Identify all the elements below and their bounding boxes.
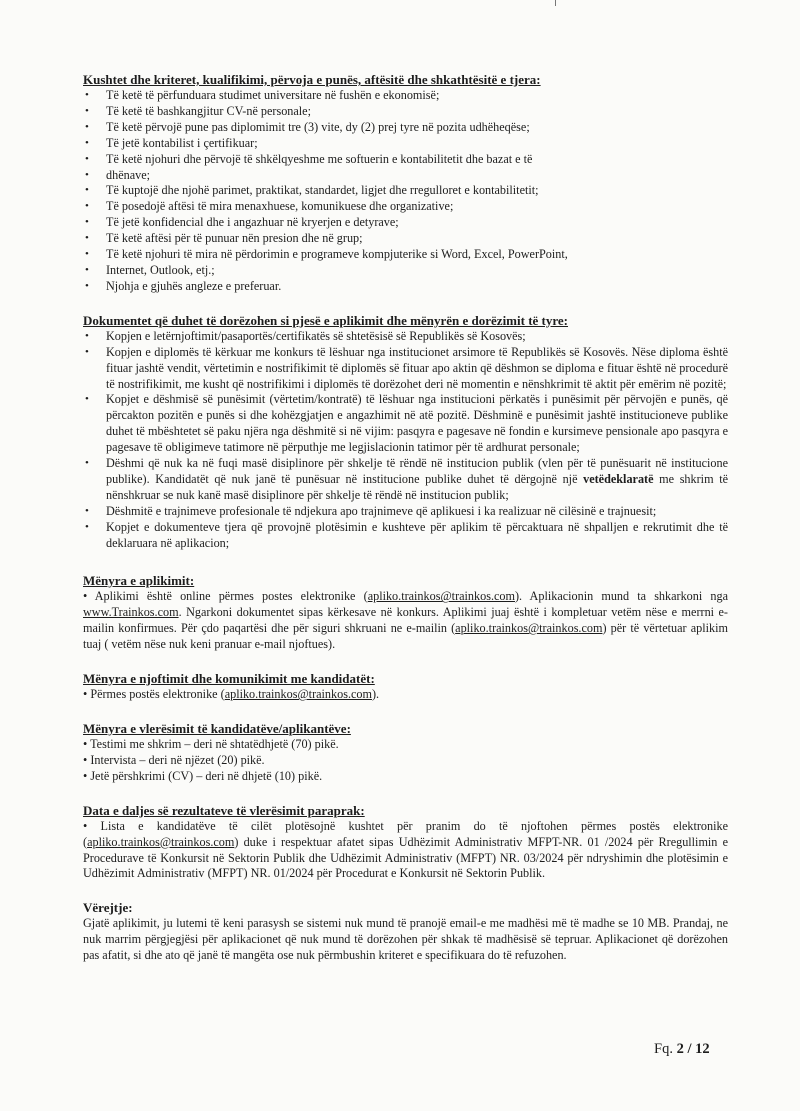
documents-heading: Dokumentet që duhet të dorëzohen si pjesë e aplikimit dhe mënyrën e dorëzimit të tyre: [83,312,569,328]
document-page [83,72,728,964]
text-fragment: ) duke i respektuar afatet sipas Udhëzimit Administrativ MFPT-NR. 01 /2024 për Rregullimin e Procedurave të Konkursit në Sektorin Publik dhe Udhëzimit Administrativ (MFPT) NR. 03/2024 për ndryshimin dhe plotësimin e Udhëzimit Administrativ (MFPT) NR. 01/2024 për Procedurat e Konkursit në Sektorin Publik. [83,834,728,881]
page-prefix: Fq. [654,1041,677,1057]
list-item: • Internet, Outlook, etj.; [83,263,728,279]
application-heading: Mënyra e aplikimit: [83,573,195,589]
email-link[interactable]: apliko.trainkos@trainkos.com [455,621,603,636]
scan-mark [555,0,556,6]
email-link[interactable]: apliko.trainkos@trainkos.com [367,589,515,604]
documents-list [83,329,728,552]
evaluation-line: • Jetë përshkrimi (CV) – deri në dhjetë (10) pikë. [83,768,323,783]
page-current: 2 [676,1041,684,1057]
requirements-heading: Kushtet dhe kriteret, kualifikimi, përvoja e punës, aftësitë dhe shkathtësitë e tjera: [83,72,541,87]
self-declaration-term: vetëdeklaratë [583,471,654,486]
requirements-list [83,88,728,295]
text-fragment: . Ngarkoni dokumentet sipas kërkesave në konkurs. Aplikimi juaj është i kompletuar vetëm nëse e merrni e-mailin konfirmues. Për çdo paqartësi dhe për siguri shkruani ne e-mailin ( [83,605,728,636]
item-text: Dëshmi që nuk ka në fuqi masë disiplinore për shkelje të rëndë në institucion publik (vlen për të punësuarit në institucione publike). Kandidatët që nuk janë të punësuar në institucione publike duhet të dërgojnë një [106,456,728,486]
list-item: • Dëshmitë e trajnimeve profesionale të ndjekura apo trajnimeve që aplikuesi i ka realizuar në cilësinë e trajnuesit; [83,504,728,520]
list-item: • Kopjet e dokumenteve tjera që provojnë plotësimin e kushteve për aplikim të përcaktuara në shpalljen e rekrutimit dhe të deklaruara në aplikacion; [83,520,728,552]
list-item: • Kopjet e dëshmisë së punësimit (vërtetim/kontratë) të lëshuar nga institucioni përkatës i punësimit për përvojën e punës, që përcakton pozitën e punës si dhe kohëzgjatjen e angazhimit në atë pozitë. Dëshminë e punësimit jashtë institucioneve publike duhet të mbështetet së paku njëra nga dëshmitë si në vijim: pasqyra e pagesave në fondin e kursimeve pensionale apo pasqyra e pagesave të obligimeve tatimore në përputhje me legjislacionin tatimor për të ardhurat personale; [83,392,728,456]
list-item: • Të ketë të bashkangjitur CV-në personale; [83,104,728,120]
evaluation-line: • Testimi me shkrim – deri në shtatëdhjetë (70) pikë. [83,737,339,751]
evaluation-heading: Mënyra e vlerësimit të kandidatëve/aplikantëve: [83,721,351,736]
list-item: • Kopjen e diplomës të kërkuar me konkurs të lëshuar nga institucionet arsimore të Republikës së Kosovës. Nëse diploma është fituar jashtë vendit, vërtetimin e nostrifikimit të diplomës së fituar apo aktin që dëshmon se diploma e fituar është në procedurë të nostrifikimit, me kusht që nostrifikimi i diplomës të dorëzohet deri në momentin e nënshkrimit të aktit për emërim në pozitë; [83,345,728,393]
note-heading: Vërejtje: [83,900,133,916]
application-text [83,589,728,653]
list-item: • Të ketë të përfunduara studimet universitare në fushën e ekonomisë; [83,88,728,104]
list-item: • Të kuptojë dhe njohë parimet, praktikat, standardet, ligjet dhe rregulloret e kontabilitetit; [83,183,728,199]
email-link[interactable]: apliko.trainkos@trainkos.com [87,834,235,849]
list-item: • dhënave; [83,168,728,184]
text-fragment: • Lista e kandidatëve të cilët plotësojnë kushtet për pranim do të njoftohen përmes postës elektronike ( [83,818,728,849]
list-item: • Të posedojë aftësi të mira menaxhuese, komunikuese dhe organizative; [83,199,728,215]
text-fragment: ) për të vërtetuar aplikim tuaj ( vetëm nëse nuk keni pranuar e-mail njoftues). [83,621,728,652]
list-item: • Të ketë njohuri të mira në përdorimin e programeve kompjuterike si Word, Excel, PowerPoint, [83,247,728,263]
note-text: Gjatë aplikimit, ju lutemi të keni parasysh se sistemi nuk mund të pranojë email-e me madhësi më të madhe se 10 MB. Prandaj, ne nuk marrim përgjegjësi për aplikacionet që nuk mund të dorëzohen për shkak të madhësisë së tepruar. Aplikacionet që dorëzohen pas afatit, si dhe ato që janë të mangëta ose nuk përmbushin kriteret e specifikuara do të refuzohen. [83,916,728,963]
text-fragment: • Përmes postës elektronike ( [83,687,225,702]
page-separator: / [683,1041,696,1057]
website-link[interactable]: www.Trainkos.com [83,605,179,620]
text-fragment: ). [371,687,380,702]
results-heading: Data e daljes së rezultateve të vlerësimit paraprak: [83,802,365,818]
list-item: • Të jetë kontabilist i çertifikuar; [83,136,728,152]
list-item: • Të jetë konfidencial dhe i angazhuar në kryerjen e detyrave; [83,215,728,231]
notification-text [83,687,728,703]
list-item: • Të ketë njohuri dhe përvojë të shkëlqyeshme me softuerin e kontabilitetit dhe bazat e të [83,152,728,168]
list-item: • Të ketë përvojë pune pas diplomimit tre (3) vite, dy (2) prej tyre në pozita udhëheqëse; [83,120,728,136]
email-link[interactable]: apliko.trainkos@trainkos.com [224,687,372,702]
text-fragment: ). Aplikacionin mund ta shkarkoni nga [514,589,728,604]
list-item: • Njohja e gjuhës angleze e preferuar. [83,279,728,295]
page-number [654,1041,710,1058]
list-item: • Të ketë aftësi për të punuar nën presion dhe në grup; [83,231,728,247]
results-text [83,819,728,883]
page-total: 12 [695,1041,710,1057]
list-item [83,456,728,504]
list-item: • Kopjen e letërnjoftimit/pasaportës/certifikatës së shtetësisë së Republikës së Kosovës; [83,329,728,345]
evaluation-line: • Intervista – deri në njëzet (20) pikë. [83,752,265,767]
notification-heading: Mënyra e njoftimit dhe komunikimit me kandidatët: [83,671,375,687]
item-text: me shkrim të nënshkruar se nuk kanë masë disiplinore për shkelje të rëndë në institucion publik; [106,471,728,502]
text-fragment: • Aplikimi është online përmes postes elektronike ( [83,589,368,604]
